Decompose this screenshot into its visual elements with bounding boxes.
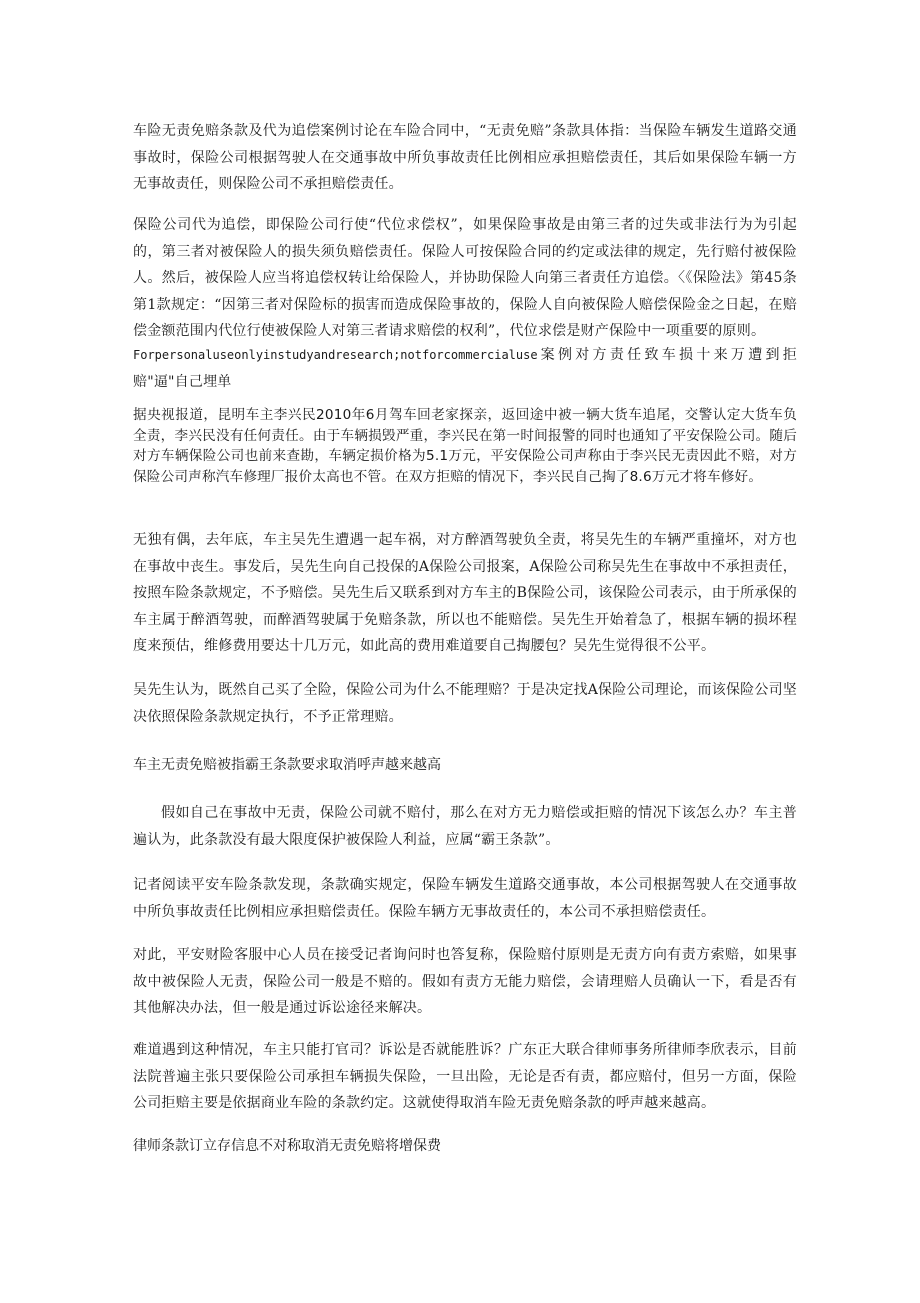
case-title: 案例对方责任致车损十来万遭到拒赔"逼"自己埋单	[133, 347, 797, 390]
paragraph-customer-service: 对此，平安财险客服中心人员在接受记者询问时也答复称，保险赔付原则是无责方向有责方索赔，如果事故中被保险人无责，保险公司一般是不赔的。假如有责方无能力赔偿，会请理赔人员确认一下，看是否有其他解决办法，但一般是通过诉讼途径来解决。	[133, 947, 797, 1016]
section-heading-overlord-clause: 车主无责免赔被指霸王条款要求取消呼声越来越高	[133, 757, 441, 773]
section-heading-lawyer: 律师条款订立存信息不对称取消无责免赔将增保费	[133, 1138, 441, 1154]
paragraph-owner-opinion: 假如自己在事故中无责，保险公司就不赔付，那么在对方无力赔偿或拒赔的情况下该怎么办？车主普遍认为，此条款没有最大限度保护被保险人利益，应属“霸王条款”。	[133, 805, 797, 848]
paragraph-reporter-findings: 记者阅读平安车险条款发现，条款确实规定，保险车辆发生道路交通事故，本公司根据驾驶人在交通事故中所负事故责任比例相应承担赔偿责任。保险车辆方无事故责任的，本公司不承担赔偿责任。	[133, 877, 797, 920]
paragraph-lawyer-comment: 难道遇到这种情况，车主只能打官司？诉讼是否就能胜诉？广东正大联合律师事务所律师李欣表示，目前法院普遍主张只要保险公司承担车辆损失保险，一旦出险，无论是否有责，都应赔付，但另一方面，保险公司拒赔主要是依据商业车险的条款约定。这就使得取消车险无责免赔条款的呼声越来越高。	[133, 1042, 797, 1111]
paragraph-intro: 车险无责免赔条款及代为追偿案例讨论在车险合同中，“无责免赔”条款具体指：当保险车辆发生道路交通事故时，保险公司根据驾驶人在交通事故中所负事故责任比例相应承担赔偿责任，其后如果保险车辆一方无事故责任，则保险公司不承担赔偿责任。	[133, 123, 797, 192]
paragraph-subrogation: 保险公司代为追偿，即保险公司行使“代位求偿权”，如果保险事故是由第三者的过失或非法行为为引起的，第三者对被保险人的损失须负赔偿责任。保险人可按保险合同的约定或法律的规定，先行赔付被保险人。然后，被保险人应当将追偿权转让给保险人，并协助保险人向第三者责任方追偿。〈《保险法》第45条第1款规定：“因第三者对保险标的损害而造成保险事故的，保险人自向被保险人赔偿保险金之日起，在赔偿金额范围内代位行使被保险人对第三者请求赔偿的权利”，代位求偿是财产保险中一项重要的原则。	[133, 217, 797, 339]
paragraph-cctv-report: 据央视报道，昆明车主李兴民2010年6月驾车回老家探亲，返回途中被一辆大货车追尾，交警认定大货车负全责，李兴民没有任何责任。由于车辆损毁严重，李兴民在第一时间报警的同时也通知了平安保险公司。随后对方车辆保险公司也前来查勘，车辆定损价格为5.1万元，平安保险公司声称由于李兴民无责因此不赔，对方保险公司声称汽车修理厂报价太高也不管。在双方拒赔的情况下，李兴民自己掏了8.6万元才将车修好。	[133, 407, 797, 485]
paragraph-mr-wu-opinion: 吴先生认为，既然自己买了全险，保险公司为什么不能理赔？于是决定找A保险公司理论，而该保险公司坚决依照保险条款规定执行，不予正常理赔。	[133, 682, 797, 725]
paragraph-mr-wu-accident: 无独有偶，去年底，车主吴先生遭遇一起车祸，对方醉酒驾驶负全责，将吴先生的车辆严重撞坏，对方也在事故中丧生。事发后，吴先生向自己投保的A保险公司报案，A保险公司称吴先生在事故中不承担责任，按照车险条款规定，不予赔偿。吴先生后又联系到对方车主的B保险公司，该保险公司表示，由于所承保的车主属于醉酒驾驶，而醉酒驾驶属于免赔条款，所以也不能赔偿。吴先生开始着急了，根据车辆的损坏程度来预估，维修费用要达十几万元，如此高的费用难道要自己掏腰包？吴先生觉得很不公平。	[133, 532, 797, 654]
watermark-text: Forpersonaluseonlyinstudyandresearch;notforcommercialuse	[133, 348, 538, 362]
paragraph-case-heading	[133, 342, 797, 395]
